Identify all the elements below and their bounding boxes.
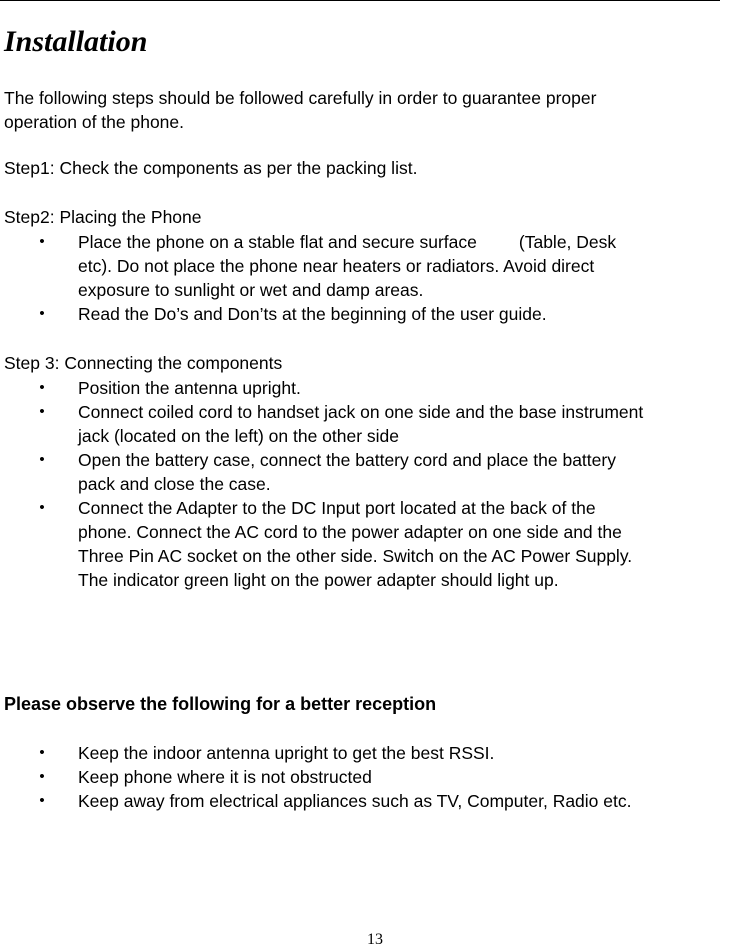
list-item-line: etc). Do not place the phone near heaters or radiators. Avoid direct <box>78 256 595 276</box>
list-item <box>0 741 631 765</box>
list-item <box>0 496 643 592</box>
list-item <box>0 765 631 789</box>
list-item-line: Open the battery case, connect the battery cord and place the battery <box>78 450 616 470</box>
list-item-line: Connect the Adapter to the DC Input port located at the back of the <box>78 498 596 518</box>
bullet-icon: • <box>39 792 45 809</box>
list-item-line: exposure to sunlight or wet and damp areas. <box>78 280 424 300</box>
list-item-line: Position the antenna upright. <box>78 378 301 398</box>
list-item <box>0 789 631 813</box>
bullet-icon: • <box>39 744 45 761</box>
list-item <box>0 376 643 400</box>
top-rule <box>0 0 720 1</box>
list-item-line: Read the Do’s and Don’ts at the beginning of the user guide. <box>78 304 547 324</box>
list-item-line: jack (located on the left) on the other side <box>78 426 400 446</box>
step2-list <box>0 230 616 326</box>
list-item-line <box>78 230 616 254</box>
step3-heading: Step 3: Connecting the components <box>4 353 283 373</box>
list-item-line: Three Pin AC socket on the other side. Switch on the AC Power Supply. <box>78 546 633 566</box>
list-item-text: Place the phone on a stable flat and secure surface <box>78 232 477 252</box>
list-item-line: phone. Connect the AC cord to the power adapter on one side and the <box>78 522 622 542</box>
list-item <box>0 302 616 326</box>
intro-paragraph <box>4 86 596 134</box>
list-item-text: (Table, Desk <box>518 232 617 252</box>
list-item-line: Keep phone where it is not obstructed <box>78 767 372 787</box>
intro-line-2: operation of the phone. <box>4 112 185 132</box>
page-title: Installation <box>4 25 148 58</box>
bullet-icon: • <box>39 451 45 468</box>
bullet-icon: • <box>39 305 45 322</box>
bullet-icon: • <box>39 403 45 420</box>
step3-list <box>0 376 643 592</box>
page-number: 13 <box>367 931 383 948</box>
list-item <box>0 230 616 302</box>
list-item-line: pack and close the case. <box>78 474 271 494</box>
list-item-line: Keep the indoor antenna upright to get the best RSSI. <box>78 743 495 763</box>
list-item <box>0 400 643 448</box>
reception-heading: Please observe the following for a better reception <box>4 694 437 714</box>
list-item-line: Keep away from electrical appliances such as TV, Computer, Radio etc. <box>78 791 632 811</box>
step1-text: Step1: Check the components as per the packing list. <box>4 158 418 178</box>
reception-list <box>0 741 631 813</box>
list-item-line: Connect coiled cord to handset jack on one side and the base instrument <box>78 402 644 422</box>
bullet-icon: • <box>39 499 45 516</box>
bullet-icon: • <box>39 768 45 785</box>
step2-heading: Step2: Placing the Phone <box>4 207 202 227</box>
bullet-icon: • <box>39 379 45 396</box>
list-item <box>0 448 643 496</box>
list-item-line: The indicator green light on the power adapter should light up. <box>78 570 559 590</box>
intro-line-1: The following steps should be followed carefully in order to guarantee proper <box>4 88 597 108</box>
bullet-icon: • <box>39 233 45 250</box>
